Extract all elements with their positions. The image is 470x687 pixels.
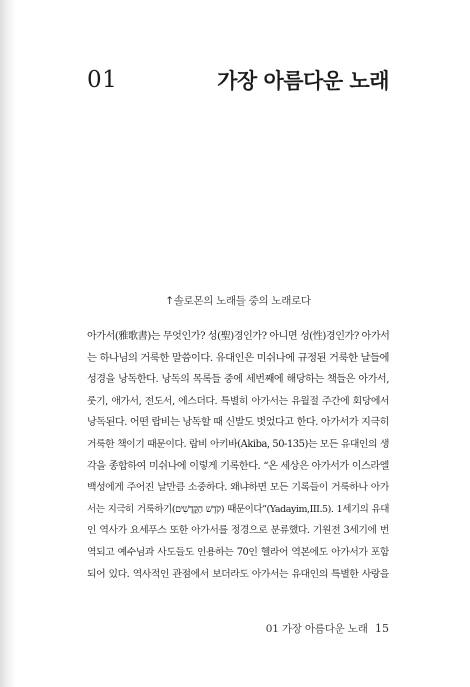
chapter-title: 가장 아름다운 노래	[217, 69, 389, 93]
body-line: 역되고 예수님과 사도들도 인용하는 70인 헬라어 역본에도 아가서가 포함	[87, 546, 389, 558]
body-line: 룻기, 애가서, 전도서, 에스더다. 특별히 아가서는 유월절 주간에 회당에서	[87, 395, 389, 407]
running-head: 01 가장 아름다운 노래	[265, 623, 368, 635]
body-line: 되어 있다. 역사적인 관점에서 보더라도 아가서는 유대인의 특별한 사랑을	[87, 568, 389, 580]
body-line: 거룩한 책이기 때문이다. 랍비 아키바(Akiba, 50-135)는 모든 유대인의 생	[87, 438, 389, 450]
body-line: 백성에게 주어진 날만큼 소중하다. 왜냐하면 모든 기록들이 거룩하나 아가	[87, 482, 389, 494]
body-line: 성경을 낭독한다. 낭독의 목록들 중에 세번째에 해당하는 책들은 아가서,	[87, 374, 389, 386]
body-paragraph	[87, 326, 389, 585]
page-spine-shadow	[0, 0, 16, 687]
page-footer	[87, 621, 389, 636]
body-line: 아가서(雅歌書)는 무엇인가? 성(聖)경인가? 아니면 성(性)경인가? 아가서	[87, 331, 389, 342]
body-line: 서는 지극히 거룩하기(קֹדֶשׁ הַקֳּדָשִׁים) 때문이다”(Yadayim,III.5). 1세기의 유대	[87, 503, 389, 515]
chapter-number: 01	[87, 67, 118, 93]
page-number: 15	[375, 622, 389, 635]
body-line: 는 하나님의 거룩한 말씀이다. 유대인은 미쉬나에 규정된 거룩한 날들에	[87, 351, 389, 364]
body-line: 각을 종합하여 미쉬나에 이렇게 기록한다. “온 세상은 아가서가 이스라엘	[87, 460, 389, 472]
body-line: 인 역사가 요세푸스 또한 아가서를 정경으로 분류했다. 기원전 3세기에 번	[87, 525, 389, 537]
epigraph: ↑솔로몬의 노래들 중의 노래로다	[165, 295, 311, 307]
body-line: 낭독된다. 어떤 랍비는 낭독할 때 신발도 벗었다고 한다. 아가서가 지극히	[87, 417, 389, 429]
chapter-header	[87, 60, 389, 100]
